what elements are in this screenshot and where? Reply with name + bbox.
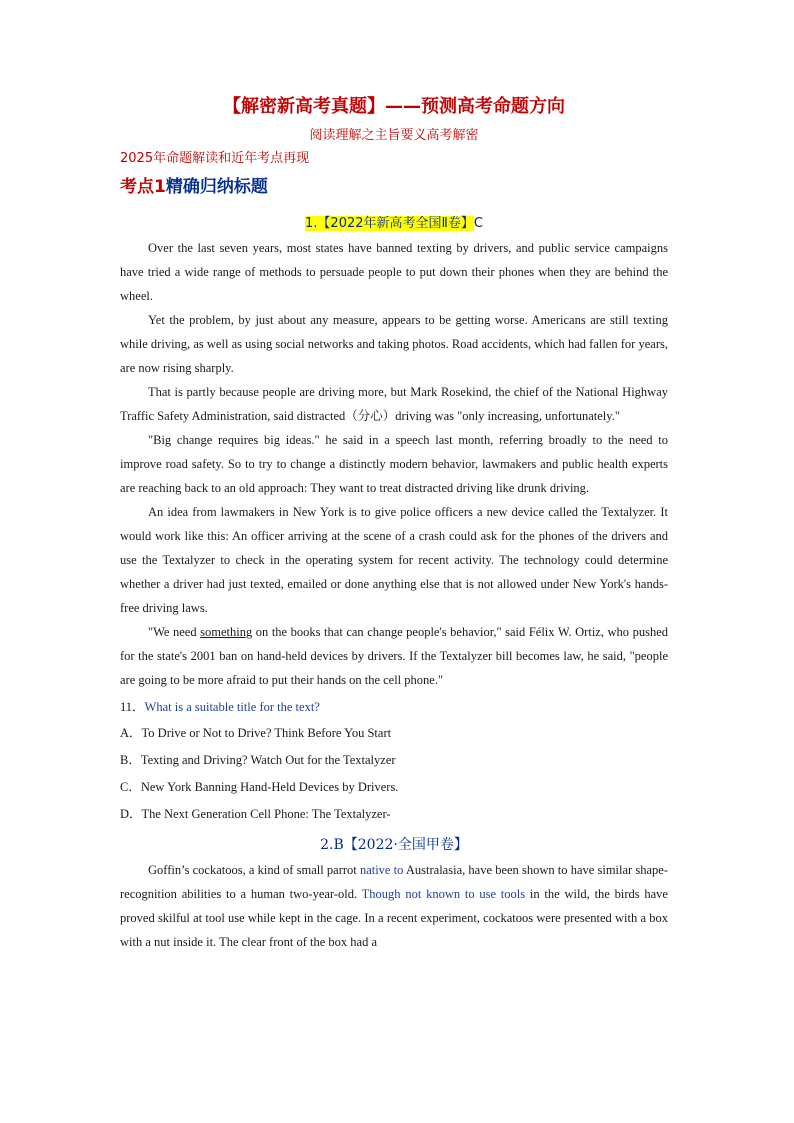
- section-note: 2025年命题解读和近年考点再现: [120, 151, 310, 166]
- question-stem: [120, 694, 668, 720]
- text-run: "We need: [148, 625, 201, 639]
- document-page: [120, 92, 668, 954]
- kaodian-number: 考点1: [120, 177, 166, 197]
- question-2-header: 2.B【2022·全国甲卷】: [320, 837, 468, 853]
- passage-1-paragraph: "Big change requires big ideas." he said in a speech last month, referring broadly to the need to improve road safety. So to try to change a distinctly modern behavior, lawmakers and public health experts are reaching back to an old approach: They want to treat distracted driving like drunk driving.: [120, 433, 668, 495]
- passage-1-paragraph: An idea from lawmakers in New York is to give police officers a new device called the Textalyzer. It would work like this: An officer arriving at the scene of a crash could ask for the phones of the drivers and use the Textalyzer to check in the operating system for recent activity. The technology could determine whether a driver had just texted, emailed or done anything else that is not allowed under New York's hands-free driving laws.: [120, 505, 668, 615]
- text-run: on the books that can change people's behavior," said Félix W. Ortiz, who pushed for the state's 2001 ban on hand-held devices by drivers. If the Textalyzer bill becomes law, he said, "people are going to be more afraid to put their hands on the cell phone.": [120, 625, 668, 687]
- passage-1-paragraph: Yet the problem, by just about any measure, appears to be getting worse. Americans are still texting while driving, as well as using social networks and taking photos. Road accidents, which had fallen for years, are now rising sharply.: [120, 313, 668, 375]
- question-1-source-tag: 【2022年新高考全国Ⅱ卷】: [317, 216, 474, 231]
- question-1-header: [120, 212, 668, 236]
- option-b: B．Texting and Driving? Watch Out for the Textalyzer: [120, 753, 396, 767]
- option-d: D．The Next Generation Cell Phone: The Textalyzer-: [120, 807, 391, 821]
- passage-2-paragraph: [120, 858, 668, 954]
- highlighted-phrase: Though not known to use tools: [361, 887, 526, 901]
- kaodian-heading: [120, 172, 668, 202]
- question-text: What is a suitable title for the text?: [144, 700, 320, 714]
- option-a: A．To Drive or Not to Drive? Think Before You Start: [120, 726, 392, 740]
- passage-1-paragraph: That is partly because people are driving more, but Mark Rosekind, the chief of the National Highway Traffic Safety Administration, said distracted（分心）driving was "only increasing, unfortunately.": [120, 385, 668, 423]
- question-1-answer: C: [473, 216, 483, 231]
- passage-1-paragraph: [120, 620, 668, 692]
- kaodian-name: 精确归纳标题: [165, 177, 268, 197]
- highlighted-phrase: native to: [359, 863, 404, 877]
- passage-1-paragraph: Over the last seven years, most states have banned texting by drivers, and public service campaigns have tried a wide range of methods to persuade people to put down their phones when they are behind the wheel.: [120, 241, 668, 303]
- document-title: 【解密新高考真题】——预测高考命题方向: [223, 96, 565, 117]
- text-run: Australasia, have been shown to have similar shape-recognition abilities to a human two-year-old.: [120, 863, 669, 901]
- text-run: in the wild, the birds have proved skilful at tool use while kept in the cage. In a recent experiment, cockatoos were presented with a box with a nut inside it. The clear front of the box had a: [120, 887, 668, 949]
- option-c: C．New York Banning Hand-Held Devices by Drivers.: [120, 780, 399, 794]
- underlined-word: something: [200, 625, 253, 639]
- question-1-prefix: 1.: [305, 216, 318, 231]
- text-run: Goffin’s cockatoos, a kind of small parrot: [148, 863, 360, 877]
- document-subtitle: 阅读理解之主旨要义高考解密: [309, 128, 479, 143]
- question-number: 11．: [120, 700, 145, 714]
